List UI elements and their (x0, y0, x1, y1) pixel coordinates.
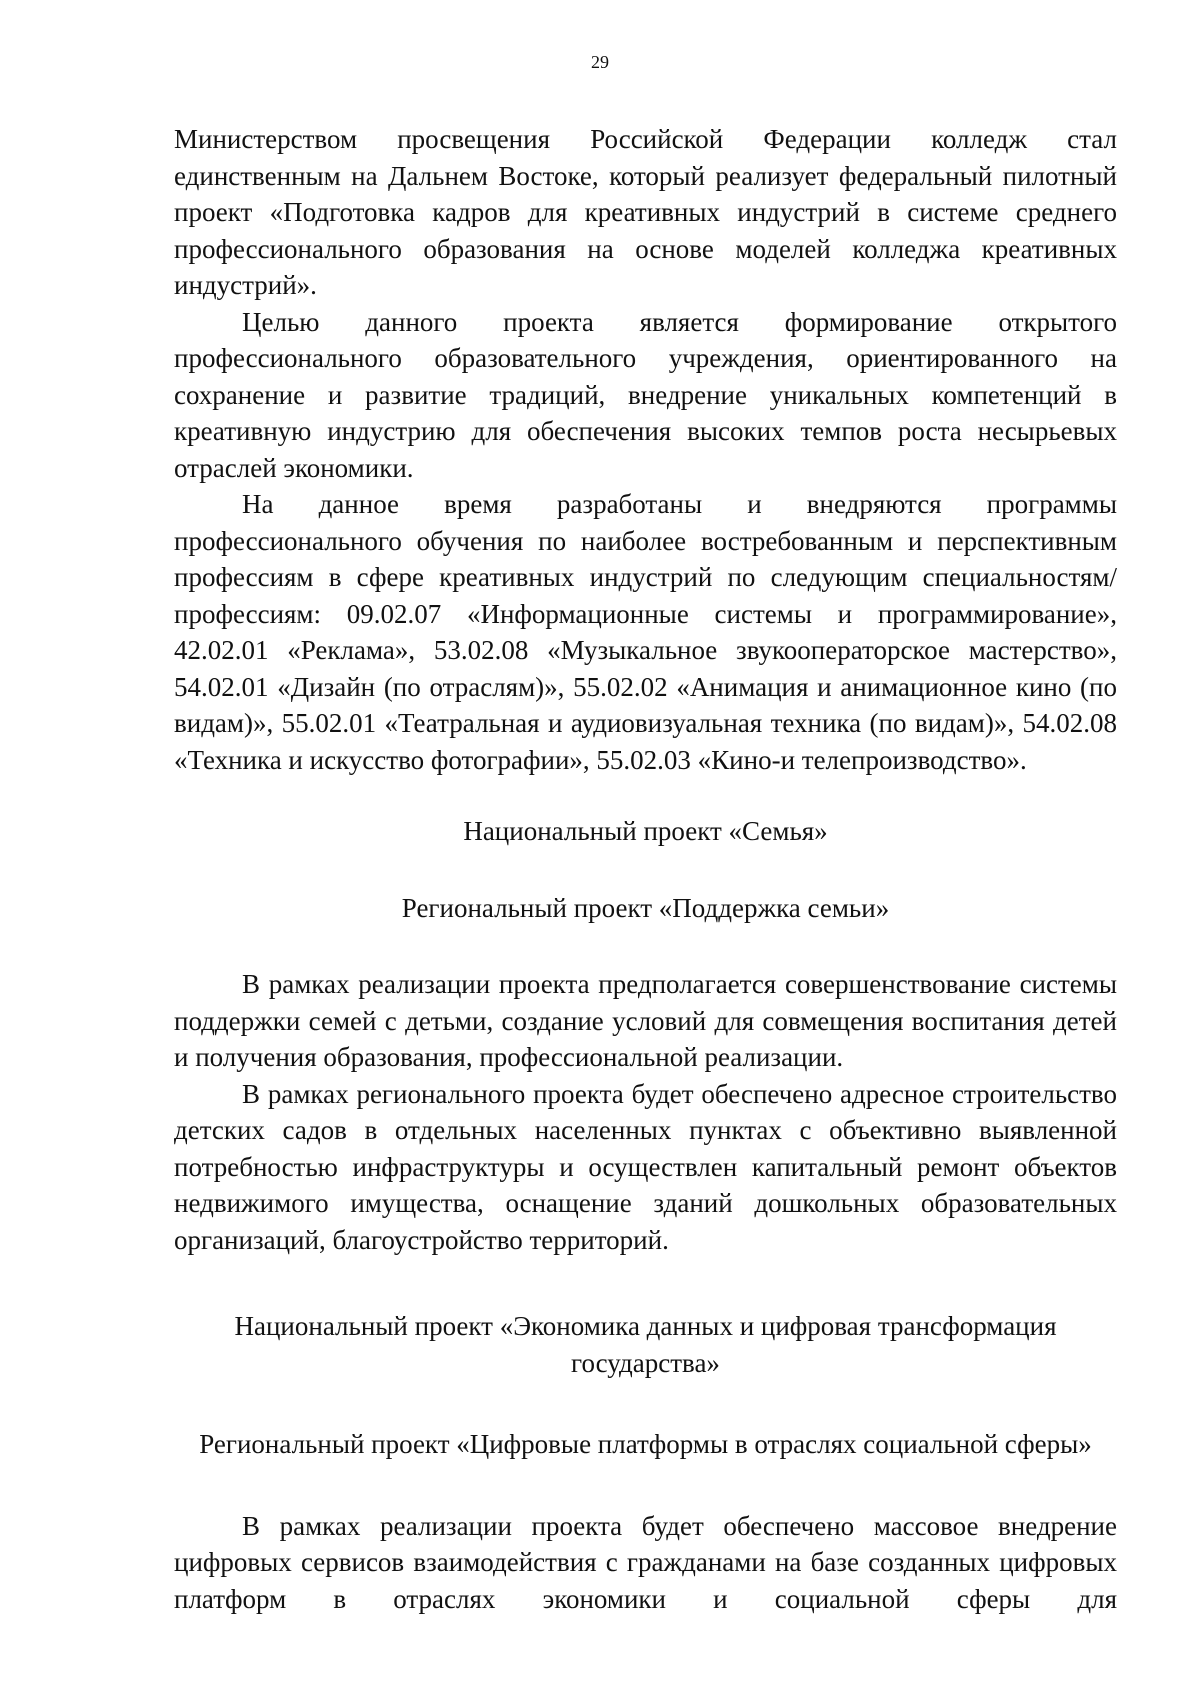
paragraph: В рамках реализации проекта предполагается совершенствование системы поддержки семей с детьми, создание условий для совмещения воспитания детей и получения образования, профессиональной реализации. (174, 969, 1117, 1072)
paragraph: Министерством просвещения Российской Федерации колледж стал единственным на Дальнем Востоке, который реализует федеральный пилотный проект «Подготовка кадров для креативных индустрий в системе среднего профессионального образования на основе моделей колледжа креативных индустрий». (174, 124, 1117, 300)
paragraph: В рамках реализации проекта будет обеспечено массовое внедрение цифровых сервисов взаимодействия с гражданами на базе созданных цифровых платформ в отраслях экономики и социальной сферы для (174, 1510, 1117, 1614)
section-heading-regional-project-digital-platforms: Региональный проект «Цифровые платформы в отраслях социальной сферы» (199, 1429, 1092, 1459)
heading-line: Национальный проект «Экономика данных и цифровая трансформация (234, 1311, 1057, 1341)
paragraph: В рамках регионального проекта будет обеспечено адресное строительство детских садов в отдельных населенных пунктах с объективно выявленной потребностью инфраструктуры и осуществлен капитальный ремонт объектов недвижимого имущества, оснащение зданий дошкольных образовательных организаций, благоустройство территорий. (174, 1078, 1117, 1255)
heading-line: государства» (571, 1347, 720, 1378)
paragraph: Целью данного проекта является формирование открытого профессионального образовательного учреждения, ориентированного на сохранение и развитие традиций, внедрение уникальных компетенций в креативную индустрию для обеспечения высоких темпов роста несырьевых отраслей экономики. (174, 306, 1117, 483)
section-heading-regional-project-family-support: Региональный проект «Поддержка семьи» (401, 892, 890, 923)
page-number: 29 (591, 52, 609, 72)
paragraph: На данное время разработаны и внедряются программы профессионального обучения по наиболее востребованным и перспективным профессиям в сфере креативных индустрий по следующим специальностям/ профессиям: 09.02.07 «Информационные системы и программирование», 42.02.01 «Реклама», 53.02.08 «Музыкальное звукооператорское мастерство», 54.02.01 «Дизайн (по отраслям)», 55.02.02 «Анимация и анимационное кино (по видам)», 55.02.01 «Театральная и аудиовизуальная техника (по видам)», 54.02.08 «Техника и искусство фотографии», 55.02.03 «Кино-и телепроизводство». (174, 489, 1117, 775)
section-heading-national-project-data-economy (174, 1308, 1117, 1381)
document-body (174, 121, 1117, 1617)
section-heading-national-project-family: Национальный проект «Семья» (463, 816, 828, 846)
